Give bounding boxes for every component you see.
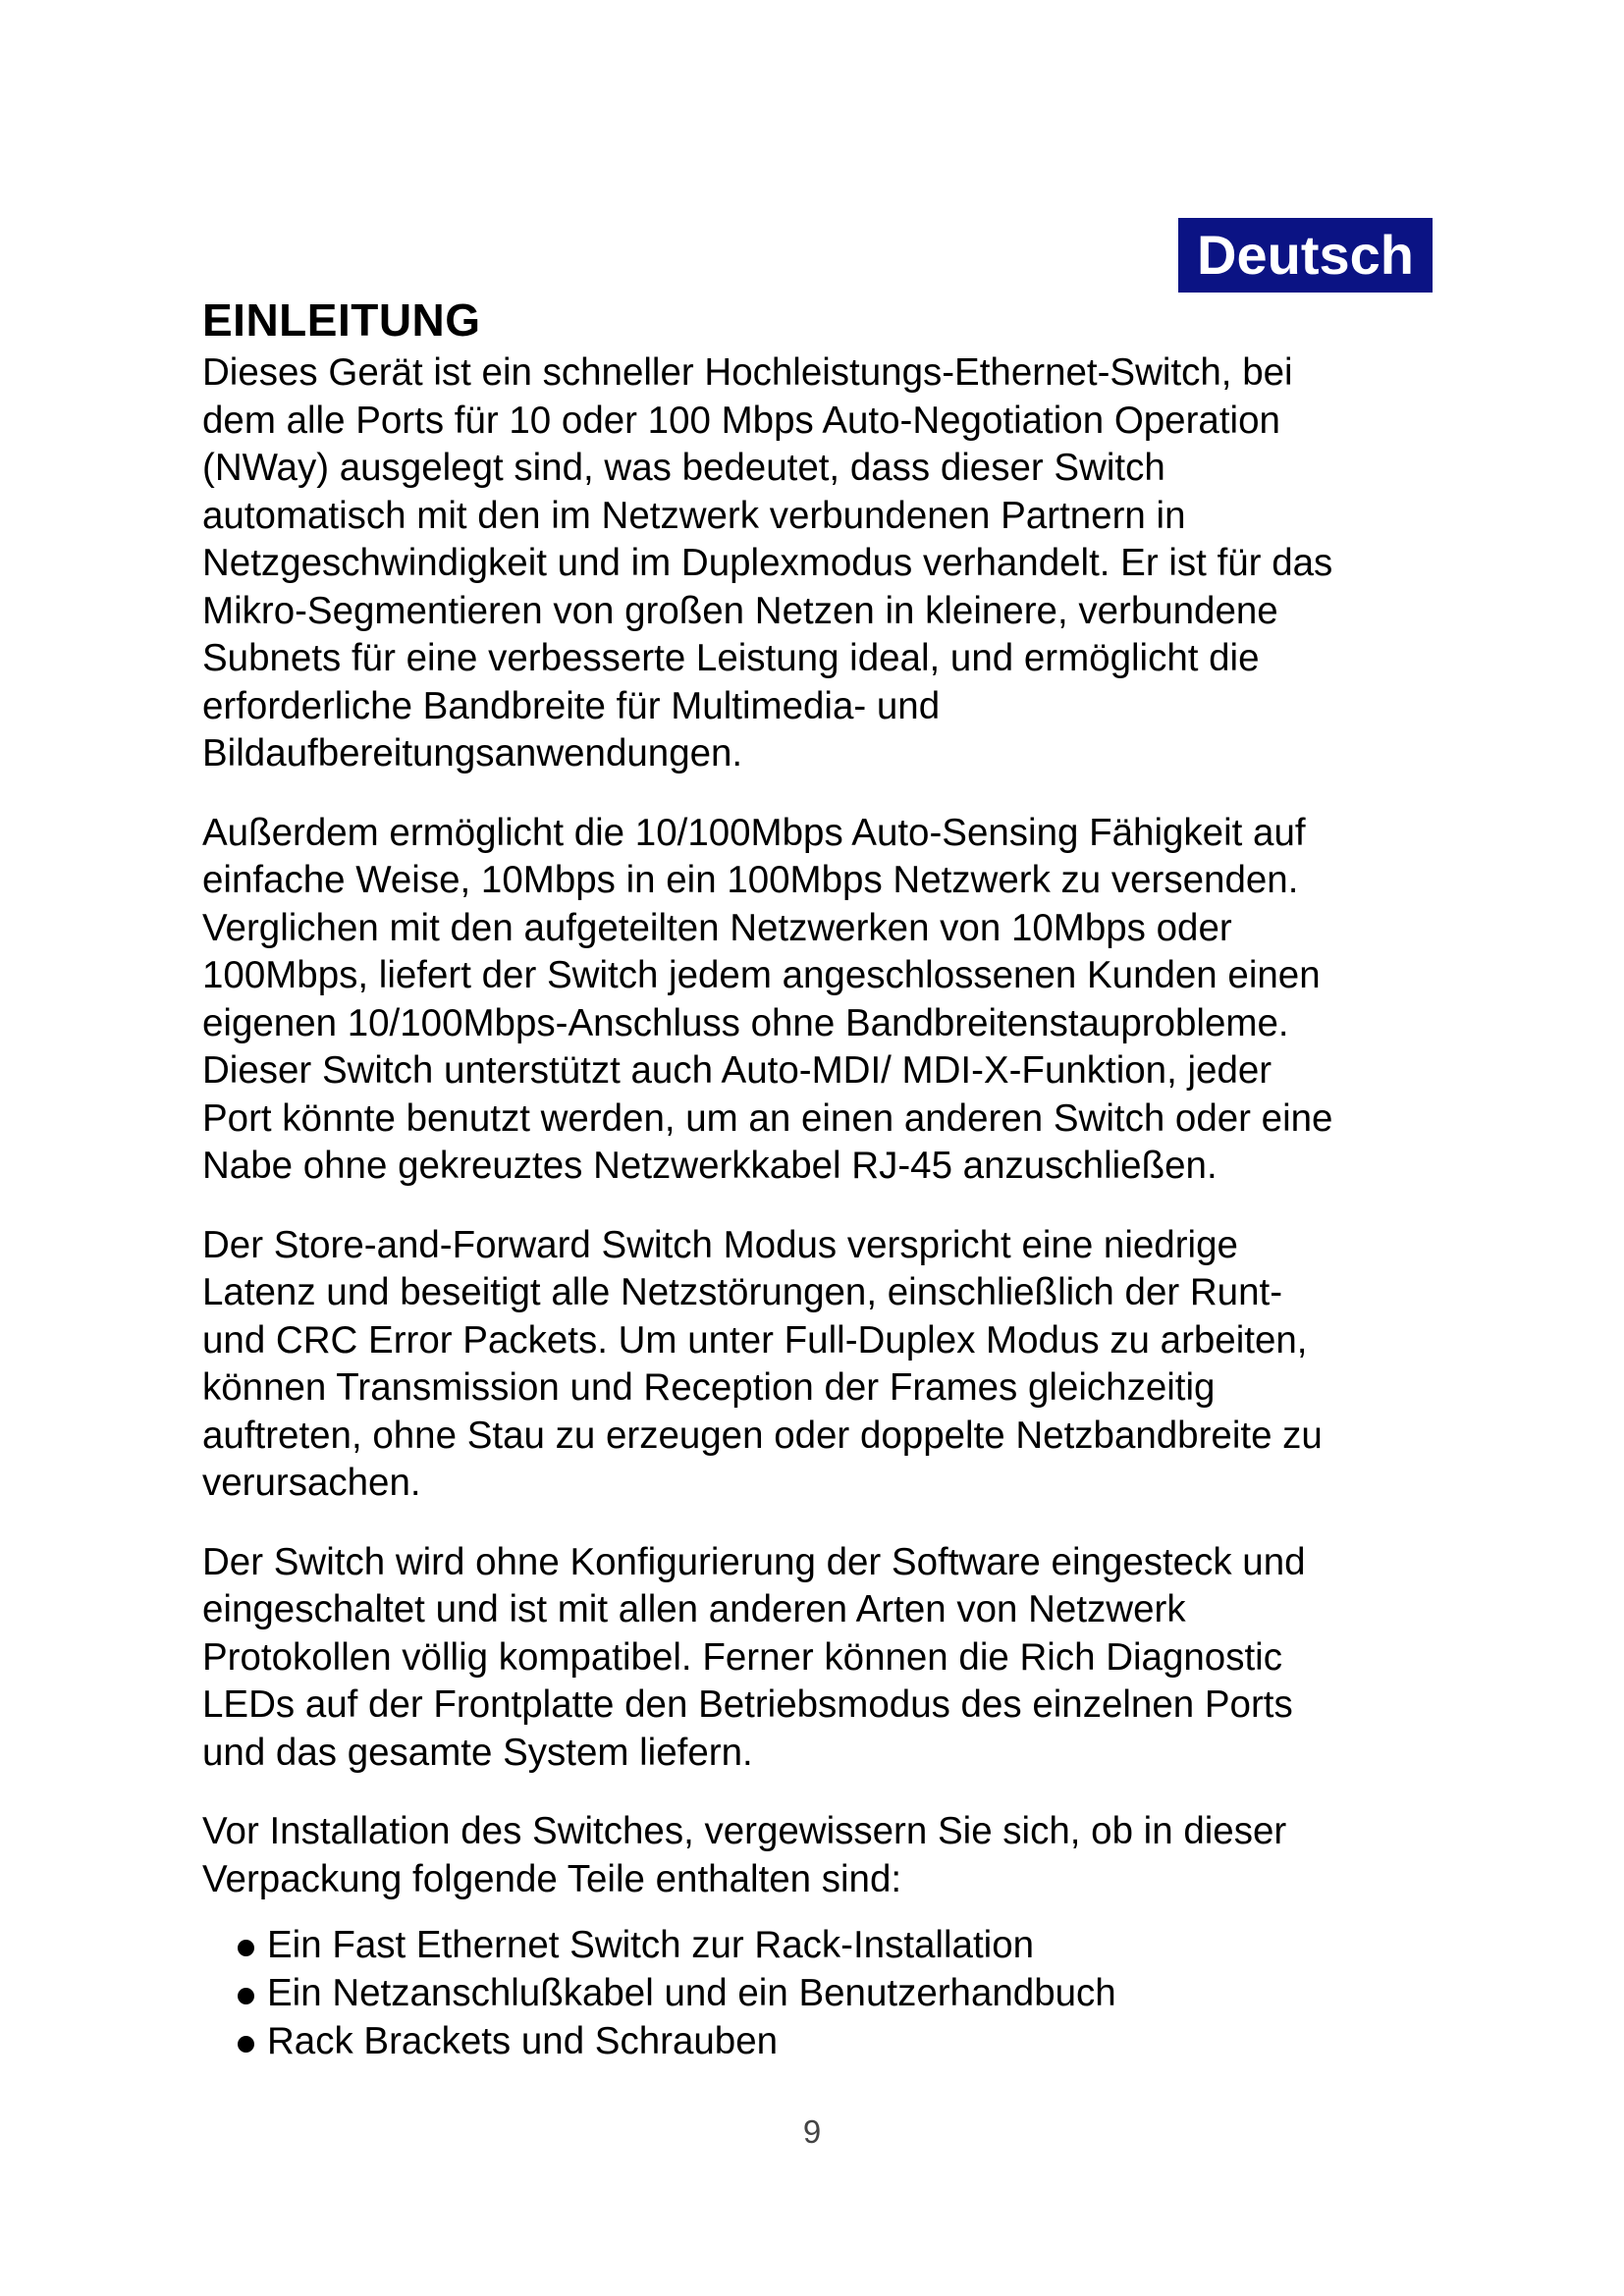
bullet-icon — [238, 1940, 254, 1956]
paragraph-store-and-forward: Der Store-and-Forward Switch Modus verspricht eine niedrige Latenz und beseitigt alle Netzstörungen, einschließlich der Runt- und CRC Error Packets. Um unter Full-Duplex Modus zu arbeiten, können Transmission und Reception der Frames gleichzeitig auftreten, ohne Stau zu erzeugen oder doppelte Netzbandbreite zu verursachen. — [202, 1223, 1323, 1504]
main-content — [202, 291, 1439, 2065]
paragraph-auto-sensing: Außerdem ermöglicht die 10/100Mbps Auto-Sensing Fähigkeit auf einfache Weise, 10Mbps in ein 100Mbps Netzwerk zu versenden. Verglichen mit den aufgeteilten Netzwerken von 10Mbps oder 100Mbps, liefert der Switch jedem angeschlossenen Kunden einen eigenen 10/100Mbps-Anschluss ohne Bandbreitenstauprobleme. Dieser Switch unterstützt auch Auto-MDI/ MDI-X-Funktion, jeder Port könnte benutzt werden, um an einen anderen Switch oder eine Nabe ohne gekreuztes Netzwerkkabel RJ-45 anzuschließen. — [202, 811, 1333, 1187]
page-number: 9 — [802, 2113, 822, 2150]
bullet-icon — [238, 1988, 254, 2004]
language-tab: Deutsch — [1178, 218, 1433, 293]
list-item-text: Ein Fast Ethernet Switch zur Rack-Installation — [267, 1924, 1035, 1966]
list-item — [202, 2017, 1439, 2065]
bullet-icon — [238, 2036, 254, 2053]
list-item — [202, 1921, 1439, 1969]
paragraph-plug-and-play: Der Switch wird ohne Konfigurierung der Software eingesteck und eingeschaltet und ist mit allen anderen Arten von Netzwerk Protokollen völlig kompatibel. Ferner können die Rich Diagnostic LEDs auf der Frontplatte den Betriebsmodus des einzelnen Ports und das gesamte System liefern. — [202, 1540, 1306, 1774]
paragraph-package-contents: Vor Installation des Switches, vergewissern Sie sich, ob in dieser Verpackung folgende Teile enthalten sind: — [202, 1810, 1287, 1900]
list-item — [202, 1969, 1439, 2017]
package-contents-list — [202, 1921, 1439, 2065]
list-item-text: Ein Netzanschlußkabel und ein Benutzerhandbuch — [267, 1972, 1116, 2014]
list-item-text: Rack Brackets und Schrauben — [267, 2020, 779, 2062]
paragraph-intro: Dieses Gerät ist ein schneller Hochleistungs-Ethernet-Switch, bei dem alle Ports für 10 oder 100 Mbps Auto-Negotiation Operation (NWay) ausgelegt sind, was bedeutet, dass dieser Switch automatisch mit den im Netzwerk verbundenen Partnern in Netzgeschwindigkeit und im Duplexmodus verhandelt. Er ist für das Mikro-Segmentieren von großen Netzen in kleinere, verbundene Subnets für eine verbesserte Leistung ideal, und ermöglicht die erforderliche Bandbreite für Multimedia- und Bildaufbereitungsanwendungen. — [202, 351, 1333, 774]
section-title: EINLEITUNG — [202, 294, 481, 346]
